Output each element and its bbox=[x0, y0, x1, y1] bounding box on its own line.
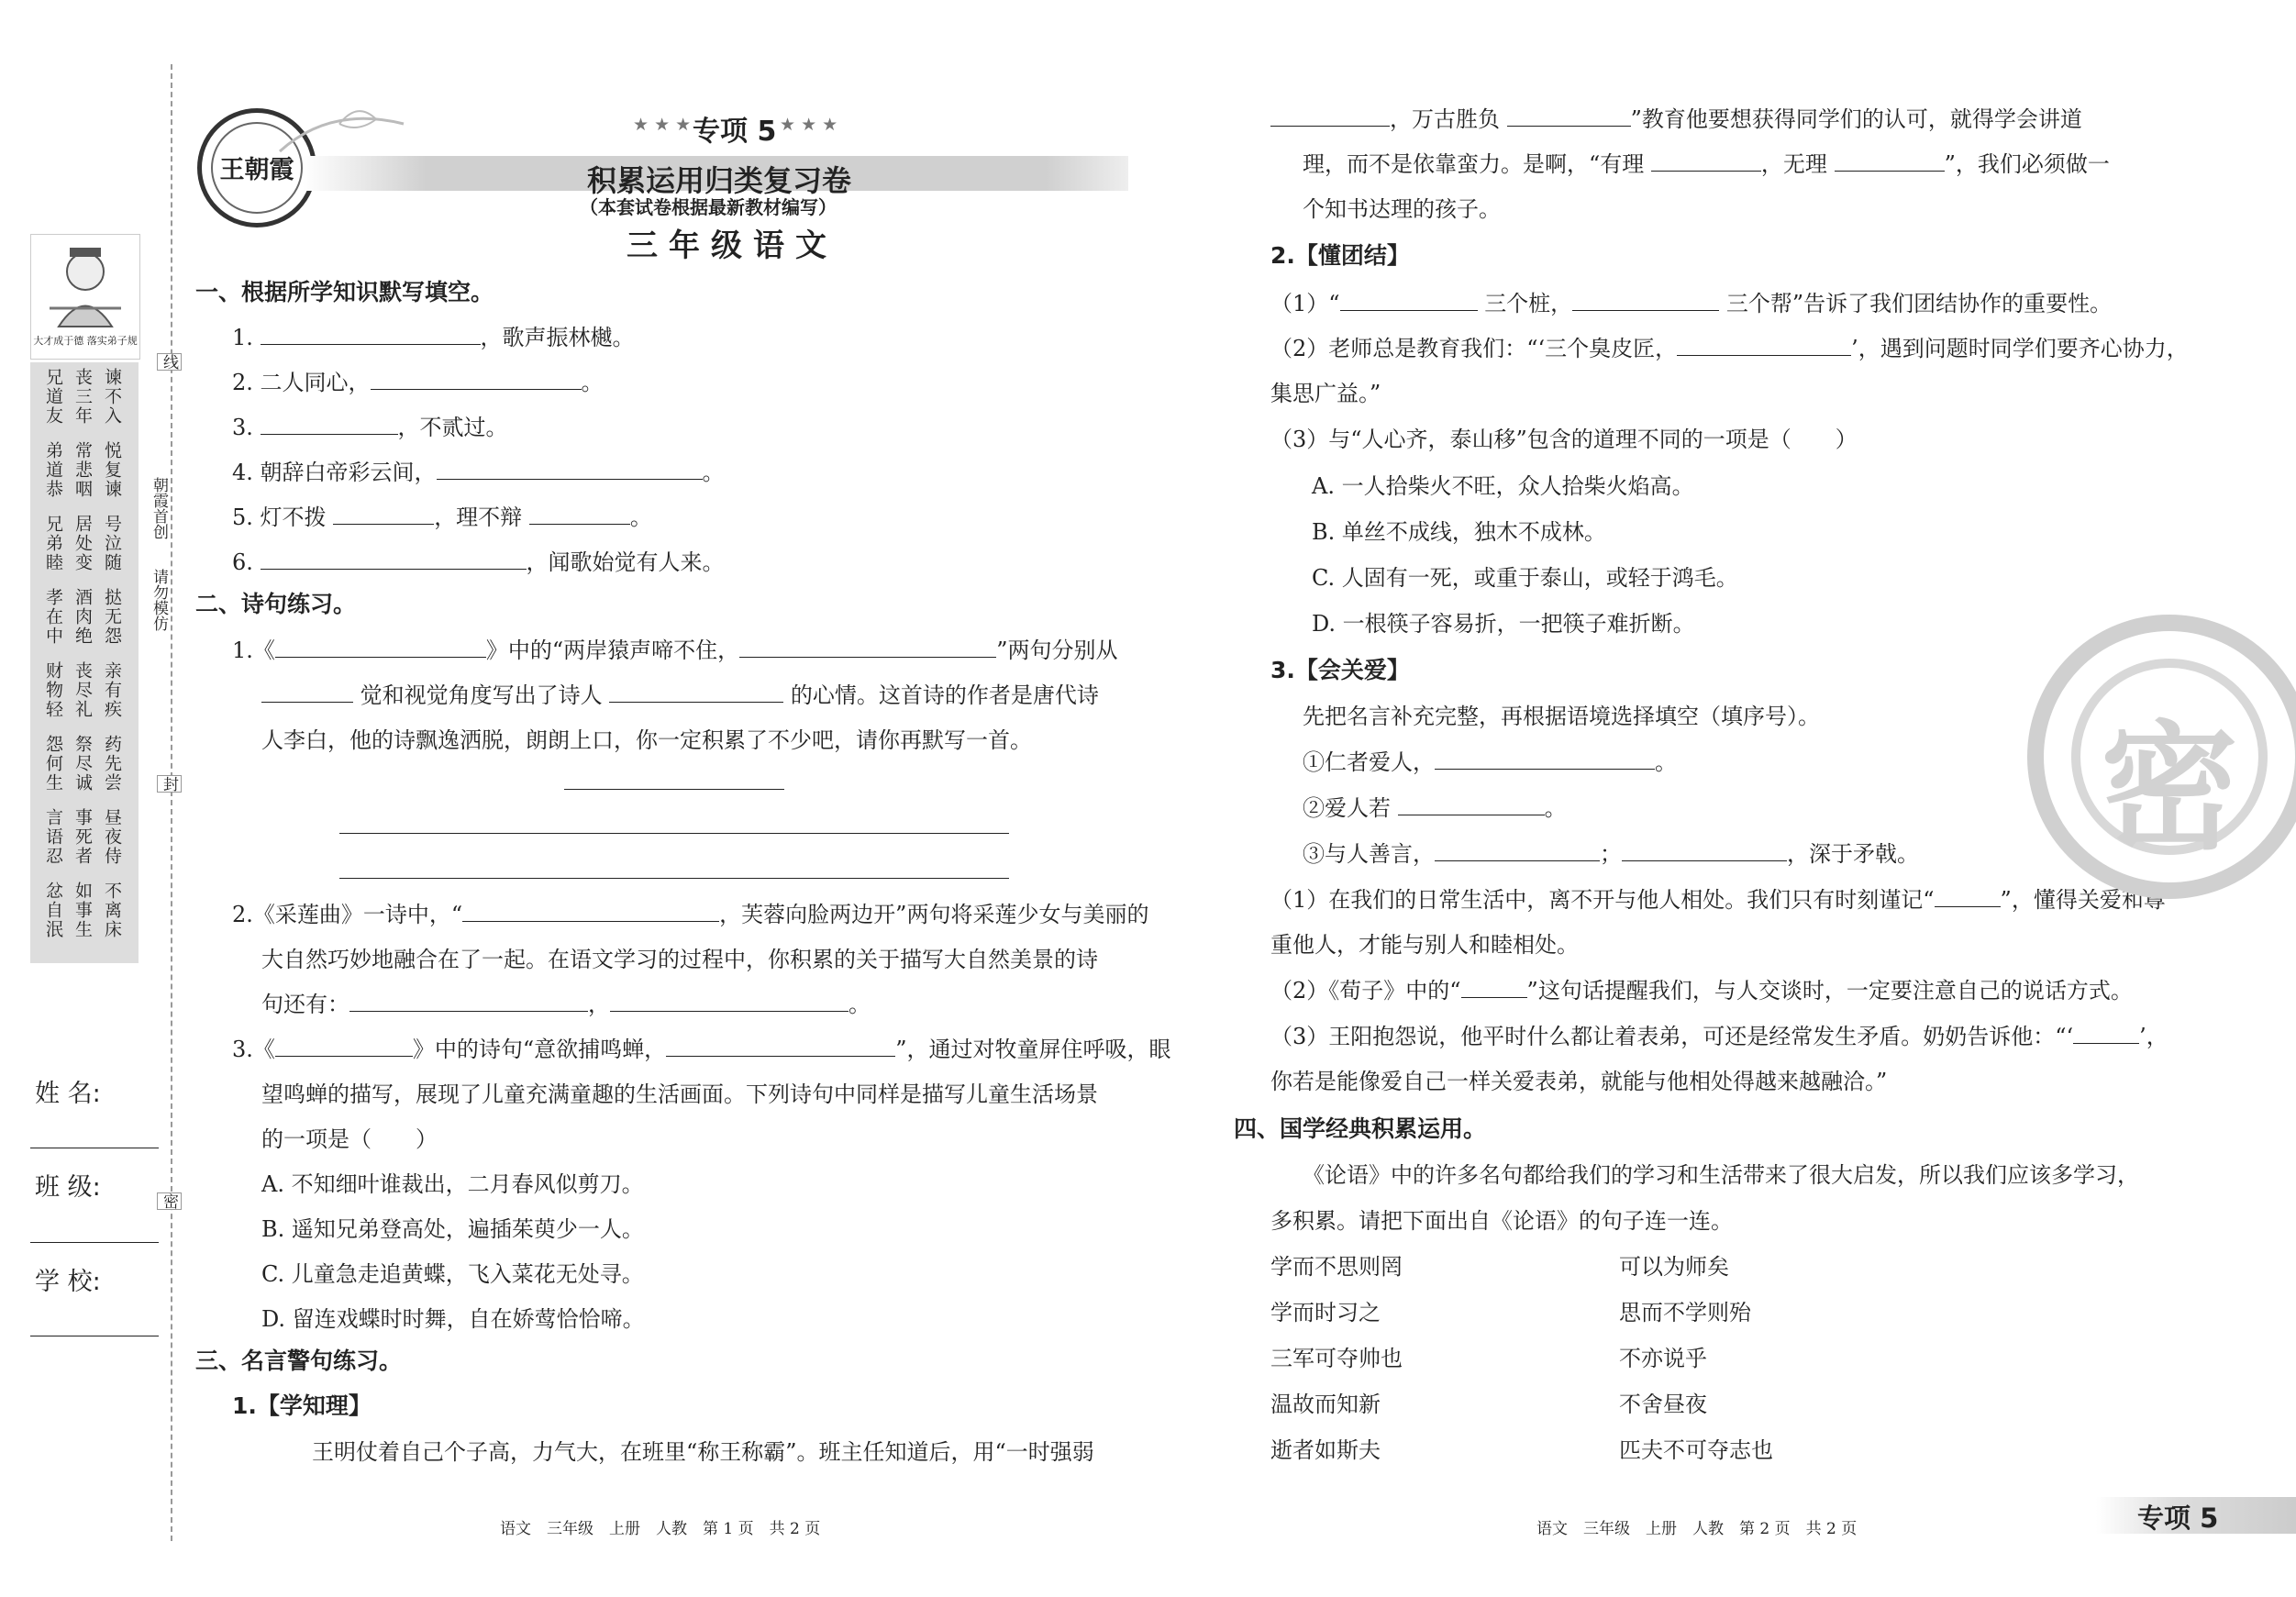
sidebar-rule-column: 祭尽诚 bbox=[72, 735, 93, 793]
sidebar-rule-column: 兄道友 bbox=[43, 368, 63, 426]
s2-q2-line3: 句还有： ， 。 bbox=[261, 992, 871, 1017]
blank[interactable] bbox=[529, 504, 630, 525]
seal-char: 密 bbox=[2100, 709, 2238, 869]
sidebar-rule-column: 言语忍 bbox=[43, 808, 63, 866]
blank[interactable] bbox=[609, 682, 783, 703]
blank[interactable] bbox=[333, 504, 434, 525]
s1-q4: 4. 朝辞白帝彩云间， 。 bbox=[232, 460, 725, 485]
s2-q3-line3: 的一项是（ ） bbox=[261, 1126, 438, 1152]
s3-p1-line4: 个知书达理的孩子。 bbox=[1303, 196, 1501, 222]
brand-name: 王朝霞 bbox=[219, 156, 294, 184]
s3-p2-option-d[interactable]: D. 一根筷子容易折，一把筷子难折断。 bbox=[1312, 611, 1695, 637]
s3-p3-item2: ②爱人若 。 bbox=[1303, 795, 1567, 821]
blank[interactable] bbox=[371, 369, 582, 390]
s3-p1-line3: 理，而不是依靠蛮力。是啊，“有理 ，无理 ”，我们必须做一 bbox=[1303, 151, 2110, 177]
side-text-nocopy: 请勿模仿 bbox=[150, 569, 168, 631]
blank[interactable] bbox=[610, 991, 849, 1012]
match-left-5[interactable]: 逝者如斯夫 bbox=[1270, 1437, 1381, 1463]
series-stars-right: ★ ★ ★ bbox=[780, 115, 838, 135]
s1-q3: 3. ，不贰过。 bbox=[232, 415, 508, 440]
blank[interactable] bbox=[1461, 977, 1527, 998]
sidebar-rule-column: 居处变 bbox=[72, 515, 93, 572]
s2-q3-line1: 3.《 》中的诗句“意欲捕鸣蝉， ”，通过对牧童屏住呼吸，眼 bbox=[232, 1037, 1171, 1062]
blank[interactable] bbox=[739, 637, 996, 658]
sidebar-rule-column: 事死者 bbox=[72, 808, 93, 866]
footer-left: 语文 三年级 上册 人教 第 1 页 共 2 页 bbox=[500, 1520, 821, 1538]
s3-p2-l3: （3）与“人心齐，泰山移”包含的道理不同的一项是（ ） bbox=[1270, 427, 1858, 452]
blank[interactable] bbox=[1435, 749, 1655, 770]
blank[interactable] bbox=[275, 1036, 413, 1057]
poem-title-line[interactable] bbox=[564, 789, 784, 790]
match-right-3[interactable]: 不亦说乎 bbox=[1619, 1346, 1707, 1371]
s4-intro-1: 《论语》中的许多名句都给我们的学习和生活带来了很大启发，所以我们应该多学习， bbox=[1303, 1162, 2139, 1188]
sidebar-rule-column: 号泣随 bbox=[102, 515, 122, 572]
s2-q3-option-c[interactable]: C. 儿童急走追黄蝶，飞入菜花无处寻。 bbox=[261, 1261, 644, 1287]
secret-seal-watermark bbox=[2027, 615, 2296, 899]
s3-p3-title: 3.【会关爱】 bbox=[1270, 657, 1410, 683]
blank[interactable] bbox=[1507, 105, 1631, 127]
s2-q3-option-b[interactable]: B. 遥知兄弟登高处，遍插茱萸少一人。 bbox=[261, 1216, 644, 1242]
s3-p3-c1-cont: 重他人，才能与别人和睦相处。 bbox=[1270, 932, 1579, 958]
section-3-heading: 三、名言警句练习。 bbox=[195, 1347, 403, 1374]
side-text-seal: 封 bbox=[157, 775, 182, 793]
poem-line-2[interactable] bbox=[339, 878, 1009, 879]
sidebar-rule-column: 常悲咽 bbox=[72, 441, 93, 499]
s3-p2-l2-cont: 集思广益。” bbox=[1270, 381, 1381, 406]
s3-p2-option-a[interactable]: A. 一人拾柴火不旺，众人拾柴火焰高。 bbox=[1312, 473, 1694, 499]
class-field[interactable] bbox=[30, 1209, 159, 1243]
match-left-3[interactable]: 三军可夺帅也 bbox=[1270, 1346, 1403, 1371]
blank[interactable] bbox=[1677, 335, 1851, 356]
sidebar-rule-column: 不离床 bbox=[102, 882, 122, 939]
section-2-heading: 二、诗句练习。 bbox=[195, 591, 357, 617]
s3-p2-option-c[interactable]: C. 人固有一死，或重于泰山，或轻于鸿毛。 bbox=[1312, 565, 1738, 591]
sidebar-rule-column: 谏不入 bbox=[102, 368, 122, 426]
blank[interactable] bbox=[275, 637, 486, 658]
s2-q1-line3: 人李白，他的诗飘逸洒脱，朗朗上口，你一定积累了不少吧，请你再默写一首。 bbox=[261, 727, 1032, 753]
match-left-4[interactable]: 温故而知新 bbox=[1270, 1392, 1381, 1417]
s3-p3-c1: （1）在我们的日常生活中，离不开与他人相处。我们只有时刻谨记“ ”，懂得关爱和尊 bbox=[1270, 887, 2166, 913]
sidebar-rule-column: 怨何生 bbox=[43, 735, 63, 793]
sidebar-rule-column: 忿自泯 bbox=[43, 882, 63, 939]
sidebar-rule-column: 药先尝 bbox=[102, 735, 122, 793]
match-right-5[interactable]: 匹夫不可夺志也 bbox=[1619, 1437, 1773, 1463]
blank[interactable] bbox=[1835, 150, 1945, 172]
blank[interactable] bbox=[1398, 794, 1545, 815]
s3-p2-l1: （1）“ 三个桩， 三个帮”告诉了我们团结协作的重要性。 bbox=[1270, 291, 2113, 316]
sidebar-rule-column: 如事生 bbox=[72, 882, 93, 939]
s2-q3-option-a[interactable]: A. 不知细叶谁裁出，二月春风似剪刀。 bbox=[261, 1171, 644, 1197]
section-1-heading: 一、根据所学知识默写填空。 bbox=[195, 279, 494, 305]
s3-p1-line2: ，万古胜负 ”教育他要想获得同学们的认可，就得学会讲道 bbox=[1270, 104, 2082, 135]
binding-line bbox=[171, 64, 172, 1541]
sidebar-rule-column: 弟道恭 bbox=[43, 441, 63, 499]
side-text-secret: 密 bbox=[157, 1192, 182, 1210]
school-label: 学 校: bbox=[35, 1268, 101, 1296]
blank[interactable] bbox=[1651, 150, 1761, 172]
blank[interactable] bbox=[1572, 290, 1719, 311]
s4-intro-2: 多积累。请把下面出自《论语》的句子连一连。 bbox=[1270, 1208, 1733, 1234]
s3-p3-item3: ③与人善言， ； ，深于矛戟。 bbox=[1303, 841, 1919, 867]
s3-p3-intro: 先把名言补充完整，再根据语境选择填空（填序号）。 bbox=[1303, 704, 1820, 729]
paper-title: 积累运用归类复习卷 bbox=[587, 163, 852, 198]
footer-right: 语文 三年级 上册 人教 第 2 页 共 2 页 bbox=[1536, 1520, 1858, 1538]
match-left-1[interactable]: 学而不思则罔 bbox=[1270, 1254, 1403, 1280]
side-text-line: 线 bbox=[157, 353, 182, 371]
blank[interactable] bbox=[1622, 840, 1787, 861]
school-field[interactable] bbox=[30, 1303, 159, 1336]
blank[interactable] bbox=[261, 549, 527, 570]
s1-q6: 6. ，闻歌始觉有人来。 bbox=[232, 549, 725, 575]
s3-p2-option-b[interactable]: B. 单丝不成线，独木不成林。 bbox=[1312, 519, 1606, 545]
sidebar-rule-column: 酒肉绝 bbox=[72, 588, 93, 646]
s1-q2: 2. 二人同心， 。 bbox=[232, 370, 604, 395]
mascot-icon bbox=[31, 235, 139, 331]
s3-p1-line1: 王明仗着自己个子高，力气大，在班里“称王称霸”。班主任知道后，用“一时强弱 bbox=[312, 1439, 1094, 1465]
match-right-4[interactable]: 不舍昼夜 bbox=[1619, 1392, 1707, 1417]
sidebar-rule-column: 兄弟睦 bbox=[43, 515, 63, 572]
s3-p3-c3-cont: 你若是能像爱自己一样关爱表弟，就能与他相处得越来越融洽。” bbox=[1270, 1069, 1888, 1094]
s2-q3-line2: 望鸣蝉的描写，展现了儿童充满童趣的生活画面。下列诗句中同样是描写儿童生活场景 bbox=[261, 1081, 1098, 1107]
sidebar-rule-column: 丧尽礼 bbox=[72, 661, 93, 719]
blank[interactable] bbox=[261, 682, 353, 703]
s2-q1-line1: 1.《 》中的“两岸猿声啼不住， ”两句分别从 bbox=[232, 638, 1118, 663]
s1-q1: 1. ，歌声振林樾。 bbox=[232, 325, 635, 350]
blank[interactable] bbox=[349, 991, 588, 1012]
s3-p3-c2: （2）《荀子》中的“ ”这句话提醒我们，与人交谈时，一定要注意自己的说话方式。 bbox=[1270, 978, 2133, 1004]
sidebar-rule-column: 悦复谏 bbox=[102, 441, 122, 499]
s2-q3-option-d[interactable]: D. 留连戏蝶时时舞，自在娇莺恰恰啼。 bbox=[261, 1306, 645, 1332]
series-label: 专项 5 bbox=[693, 116, 777, 148]
paper-subtitle: （本套试卷根据最新教材编写） bbox=[580, 196, 837, 218]
s1-q5: 5. 灯不拨 ，理不辩 。 bbox=[232, 505, 652, 530]
mascot-box bbox=[30, 234, 140, 360]
s2-q2-line1: 2.《采莲曲》一诗中，“ ，芙蓉向脸两边开”两句将采莲少女与美丽的 bbox=[232, 902, 1149, 927]
sidebar-rule-column: 财物轻 bbox=[43, 661, 63, 719]
sidebar-rule-column: 孝在中 bbox=[43, 588, 63, 646]
sidebar-rule-column: 昼夜侍 bbox=[102, 808, 122, 866]
s3-p2-l2: （2）老师总是教育我们：“‘三个臭皮匠， ’，遇到问题时同学们要齐心协力， bbox=[1270, 336, 2189, 361]
match-right-2[interactable]: 思而不学则殆 bbox=[1619, 1300, 1751, 1325]
series-stars: ★ ★ ★ bbox=[633, 115, 692, 135]
blank[interactable] bbox=[261, 324, 481, 345]
s2-q2-line2: 大自然巧妙地融合在了一起。在语文学习的过程中，你积累的关于描写大自然美景的诗 bbox=[261, 947, 1098, 972]
s3-p2-title: 2.【懂团结】 bbox=[1270, 242, 1410, 269]
sidebar-rule-column: 丧三年 bbox=[72, 368, 93, 426]
s2-q1-line2: 觉和视觉角度写出了诗人 的心情。这首诗的作者是唐代诗 bbox=[261, 680, 1099, 711]
poem-line-1[interactable] bbox=[339, 833, 1009, 834]
corner-tag: 专项 5 bbox=[2137, 1503, 2219, 1534]
blank[interactable] bbox=[2073, 1023, 2139, 1044]
blank[interactable] bbox=[261, 414, 398, 435]
blank[interactable] bbox=[462, 901, 719, 922]
blank[interactable] bbox=[437, 459, 703, 480]
match-right-1[interactable]: 可以为师矣 bbox=[1619, 1254, 1729, 1280]
blank[interactable] bbox=[1435, 840, 1600, 861]
s3-p3-c3: （3）王阳抱怨说，他平时什么都让着表弟，可还是经常发生矛盾。奶奶告诉他：“‘ ’， bbox=[1270, 1024, 2168, 1049]
sidebar-motto: 大才成于德 落实弟子规 bbox=[33, 335, 138, 347]
section-4-heading: 四、国学经典积累运用。 bbox=[1234, 1115, 1487, 1142]
s3-p1-title: 1.【学知理】 bbox=[232, 1392, 372, 1419]
s3-p3-item1: ①仁者爱人， 。 bbox=[1303, 749, 1677, 775]
class-label: 班 级: bbox=[35, 1173, 101, 1202]
blank[interactable] bbox=[1340, 290, 1478, 311]
sidebar-rules bbox=[30, 362, 139, 963]
blank[interactable] bbox=[1270, 105, 1390, 127]
side-text-original: 朝霞首创 bbox=[150, 477, 168, 539]
blank[interactable] bbox=[666, 1036, 895, 1057]
name-field[interactable] bbox=[30, 1115, 159, 1148]
name-label: 姓 名: bbox=[35, 1080, 101, 1108]
match-left-2[interactable]: 学而时习之 bbox=[1270, 1300, 1381, 1325]
sidebar-rule-column: 挞无怨 bbox=[102, 588, 122, 646]
grade-subject: 三年级语文 bbox=[627, 227, 837, 264]
blank[interactable] bbox=[1935, 886, 2001, 907]
sidebar-rule-column: 亲有疾 bbox=[102, 661, 122, 719]
